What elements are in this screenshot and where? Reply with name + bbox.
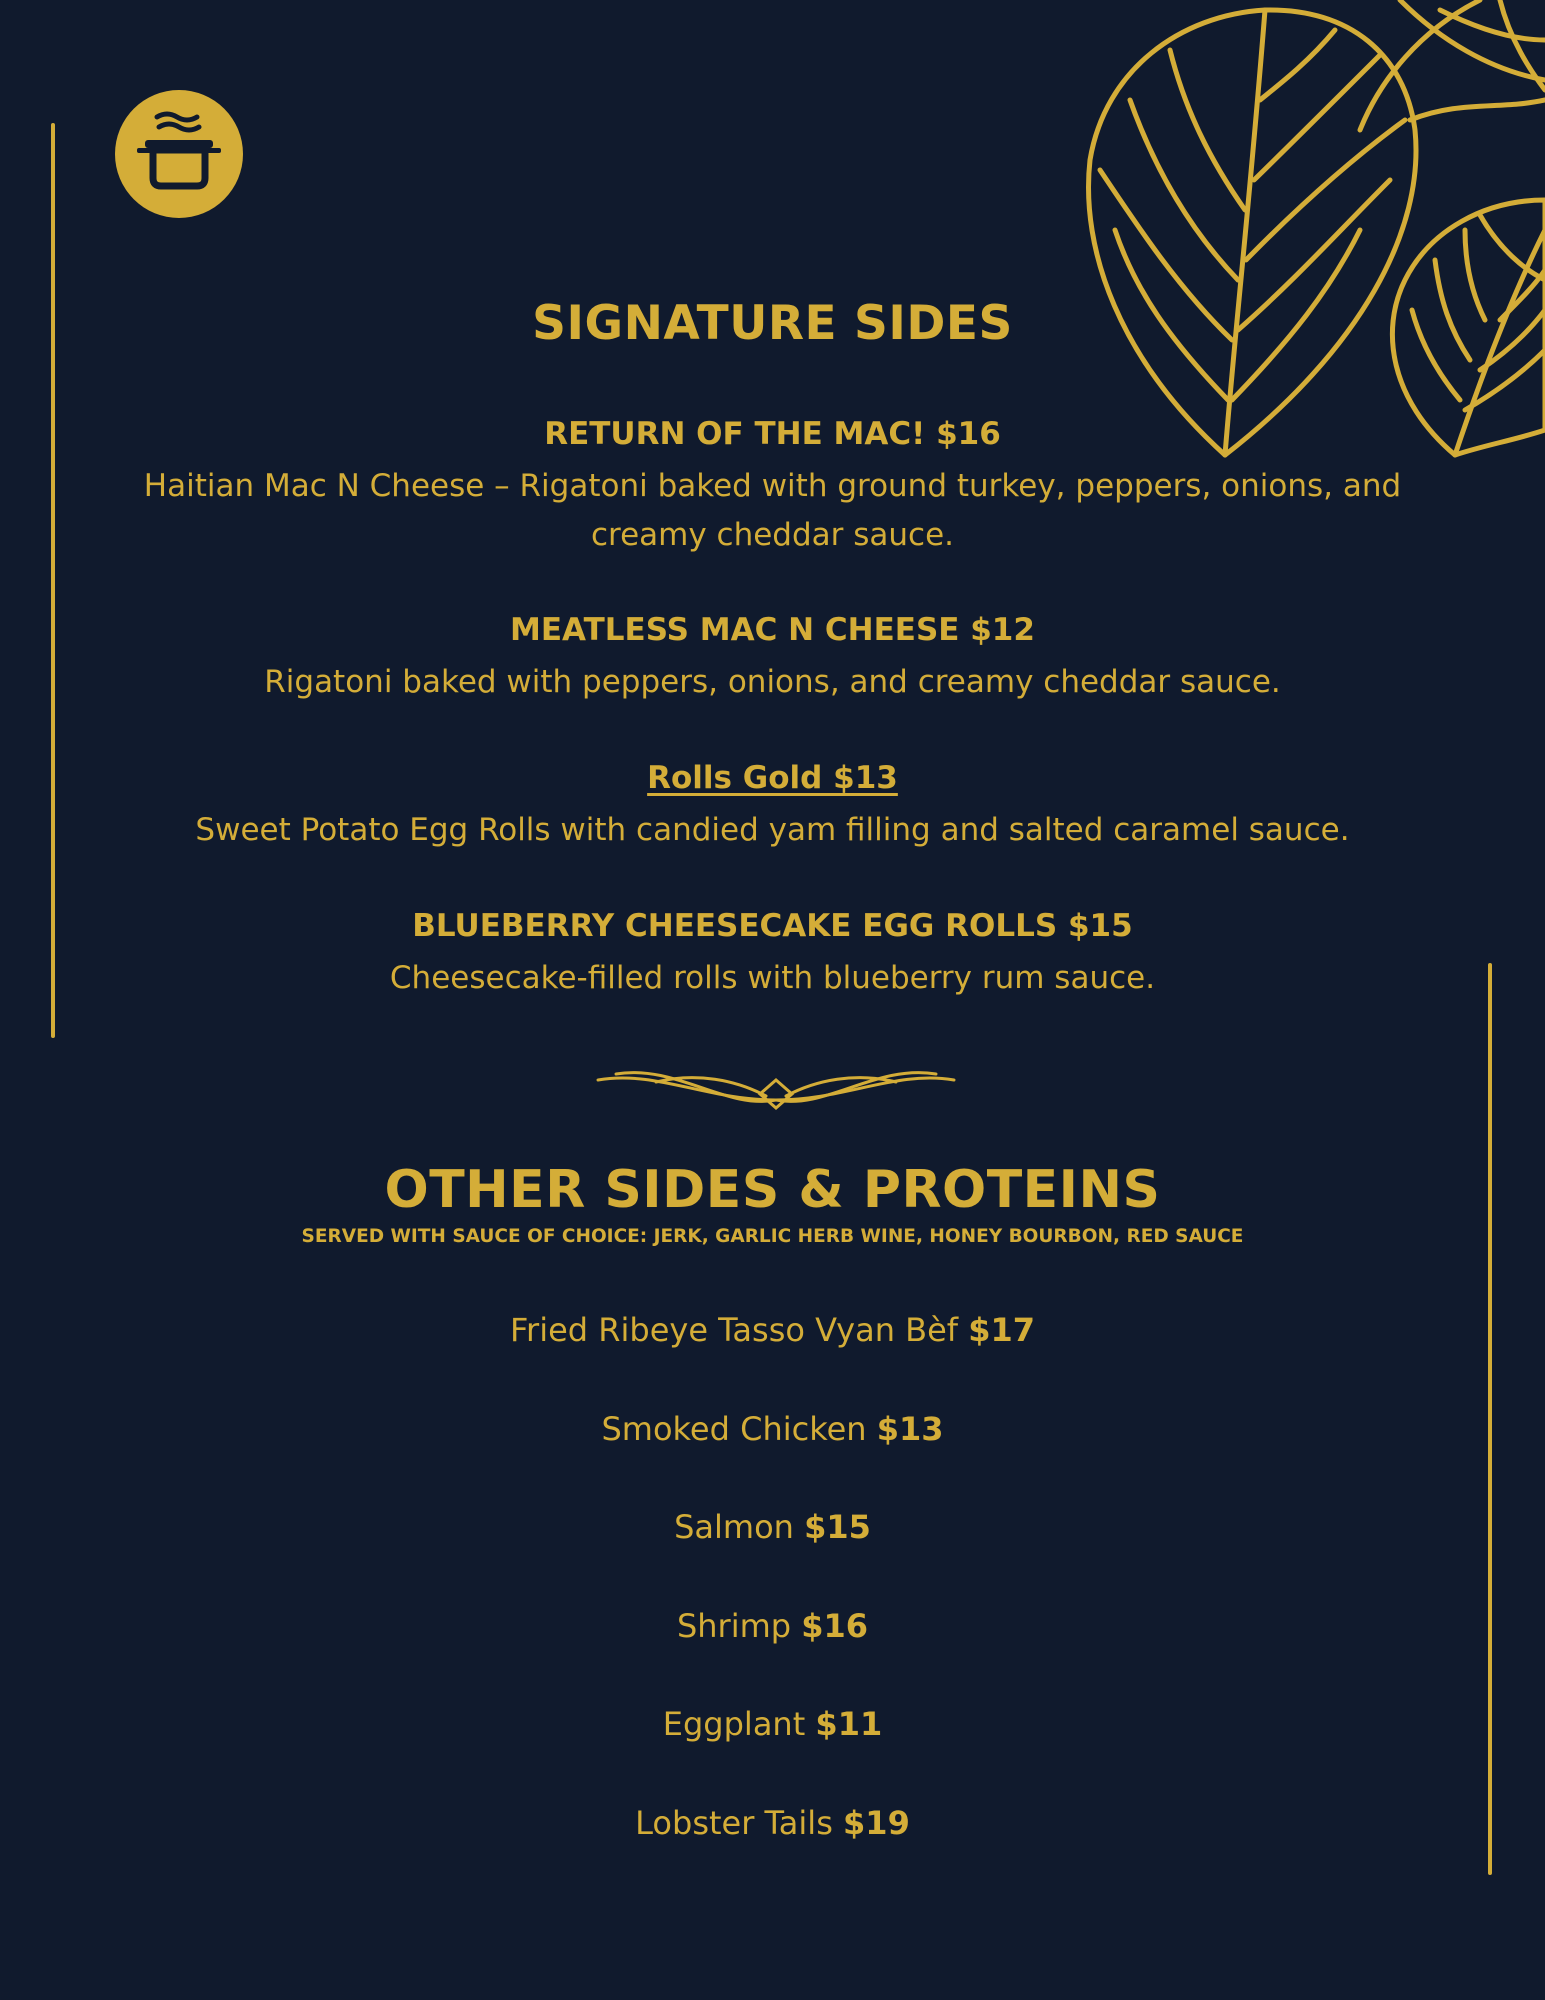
menu-item-name: BLUEBERRY CHEESECAKE EGG ROLLS $15 xyxy=(412,908,1133,944)
menu-item-price: $13 xyxy=(876,1410,944,1448)
menu-item-name: Eggplant xyxy=(662,1705,806,1743)
menu-item-price: $17 xyxy=(968,1311,1036,1349)
left-border-line xyxy=(51,123,55,1038)
menu-item-name: Lobster Tails xyxy=(635,1804,833,1842)
menu-item-description: Cheesecake-filled rolls with blueberry rum sauce. xyxy=(389,960,1156,996)
signature-sides-title: SIGNATURE SIDES xyxy=(532,296,1013,351)
menu-item xyxy=(0,1410,1545,1448)
menu-item-price: $11 xyxy=(815,1705,883,1743)
menu-item-name: Fried Ribeye Tasso Vyan Bèf xyxy=(509,1311,959,1349)
sauce-subtitle: SERVED WITH SAUCE OF CHOICE: JERK, GARLIC HERB WINE, HONEY BOURBON, RED SAUCE xyxy=(301,1226,1244,1247)
menu-item-description: Rigatoni baked with peppers, onions, and creamy cheddar sauce. xyxy=(264,664,1281,700)
menu-item-price: $15 xyxy=(804,1508,871,1546)
menu-item-name-link[interactable]: Rolls Gold $13 xyxy=(647,760,898,796)
steaming-pot-icon xyxy=(115,90,243,218)
menu-item xyxy=(0,1311,1545,1349)
menu-item-description: Haitian Mac N Cheese – Rigatoni baked with ground turkey, peppers, onions, and creamy cheddar sauce. xyxy=(143,468,1402,553)
menu-item-price: $19 xyxy=(843,1804,910,1842)
menu-item-name: Smoked Chicken xyxy=(601,1410,867,1448)
other-sides-title: OTHER SIDES & PROTEINS xyxy=(384,1160,1161,1220)
menu-item xyxy=(0,1705,1545,1743)
menu-item xyxy=(0,1508,1545,1546)
menu-item-name: MEATLESS MAC N CHEESE $12 xyxy=(510,612,1035,648)
menu-item xyxy=(0,1607,1545,1645)
ornamental-divider xyxy=(596,1060,956,1112)
menu-item-name: Shrimp xyxy=(676,1607,792,1645)
monstera-leaves-icon xyxy=(1060,0,1545,470)
menu-item-name: Salmon xyxy=(674,1508,794,1546)
menu-item-description: Sweet Potato Egg Rolls with candied yam filling and salted caramel sauce. xyxy=(195,812,1350,848)
menu-item xyxy=(0,1804,1545,1842)
menu-item-name: RETURN OF THE MAC! $16 xyxy=(544,416,1001,452)
menu-item-price: $16 xyxy=(801,1607,869,1645)
